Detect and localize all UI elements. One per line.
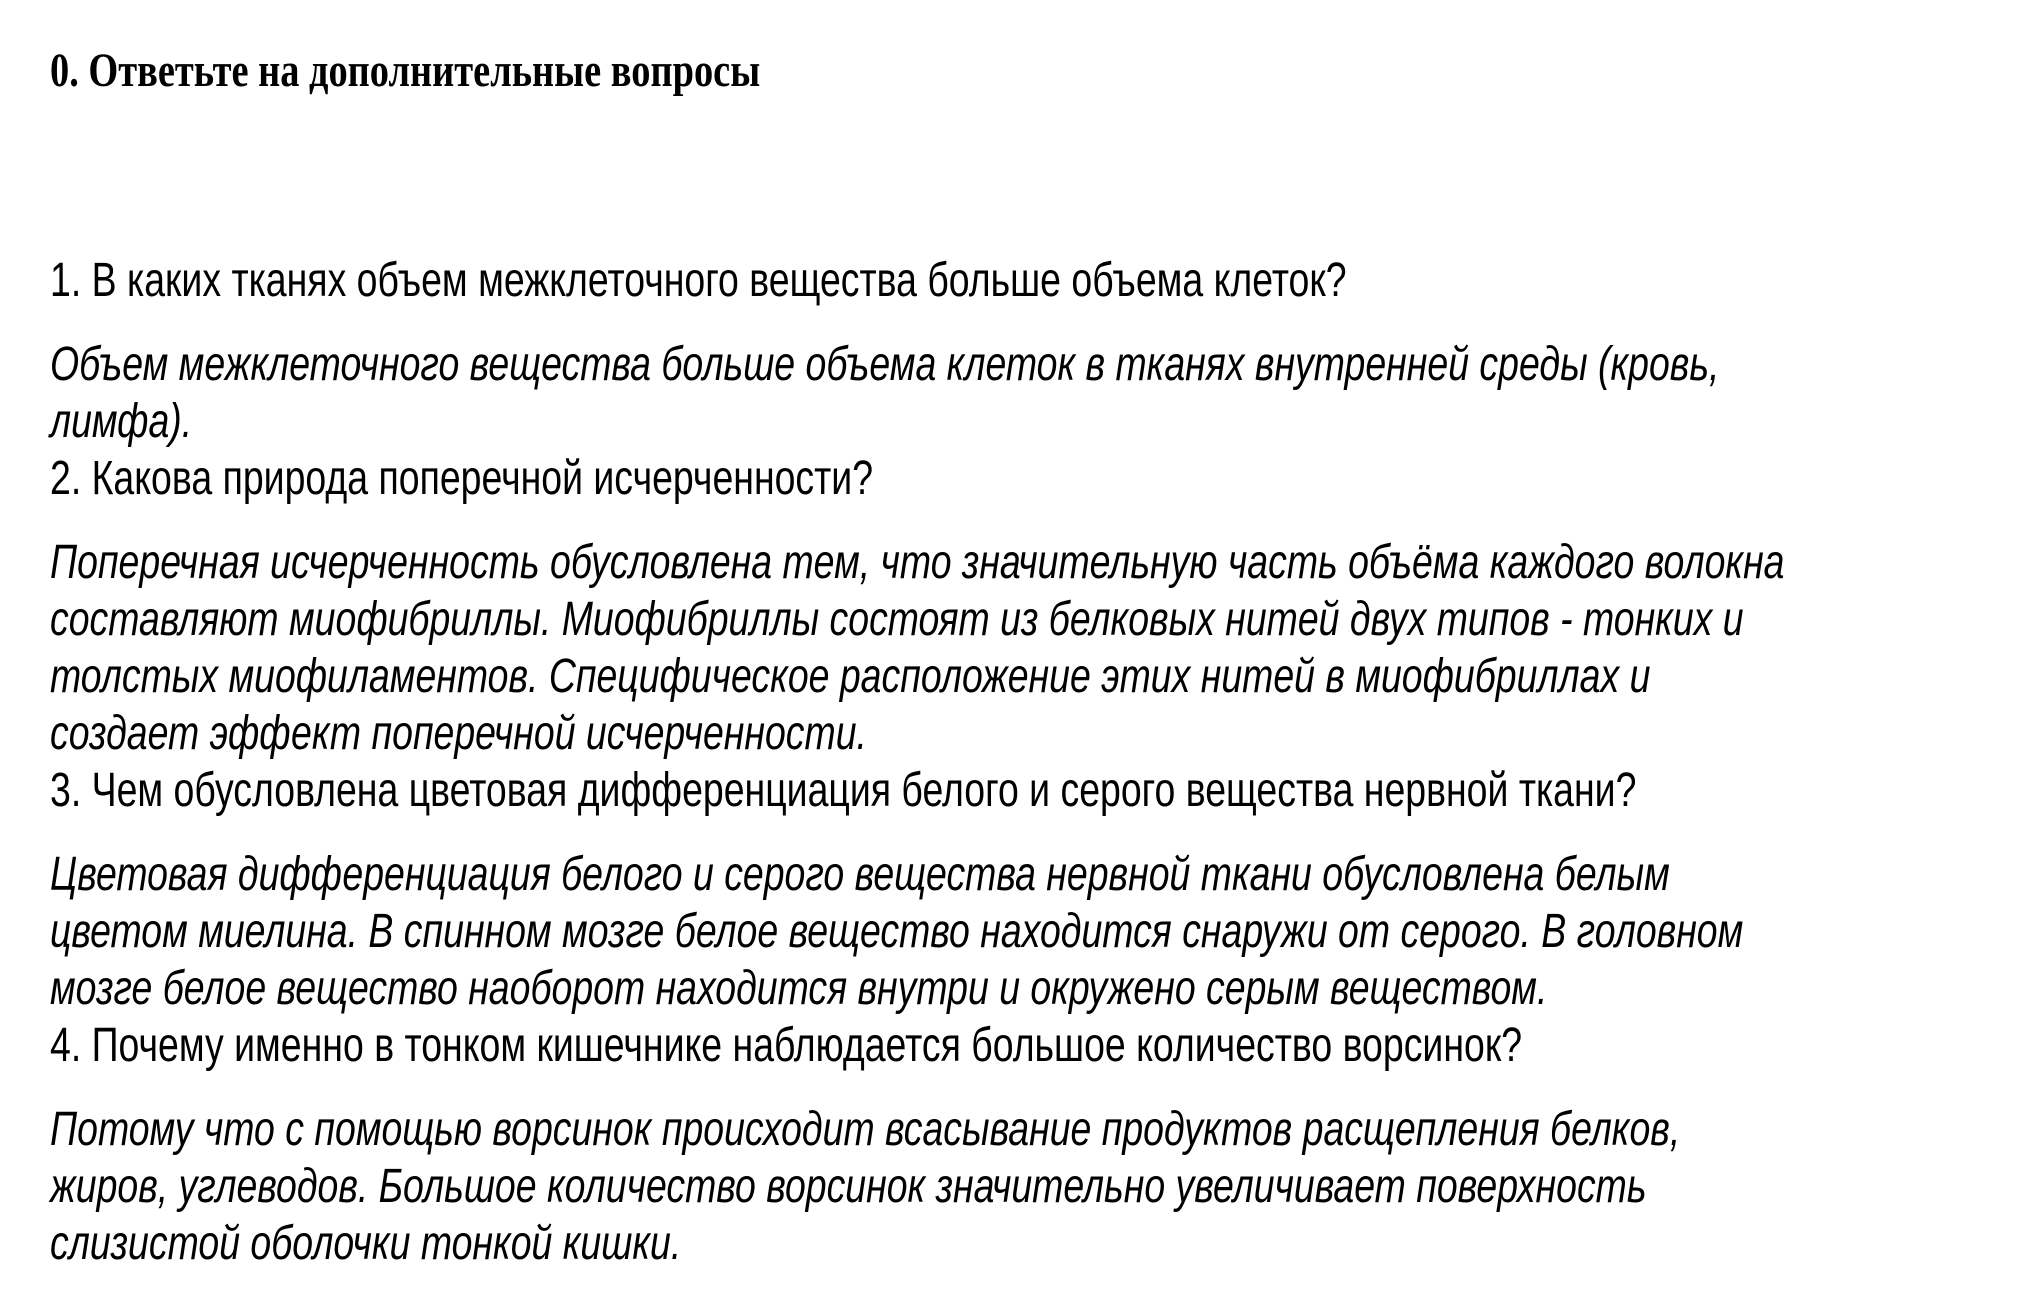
answer-4-line-3: слизистой оболочки тонкой кишки.: [50, 1217, 682, 1270]
answer-4-line-2: жиров, углеводов. Большое количество ворсинок значительно увеличивает поверхность: [50, 1160, 1647, 1213]
answer-3-line-3: мозге белое вещество наоборот находится внутри и окружено серым веществом.: [50, 962, 1548, 1015]
question-1: 1. В каких тканях объем межклеточного вещества больше объема клеток?: [50, 254, 1347, 307]
qa-block-3: [50, 762, 2038, 1017]
qa-block-1: [50, 252, 2038, 450]
question-4: 4. Почему именно в тонком кишечнике наблюдается большое количество ворсинок?: [50, 1019, 1523, 1072]
answer-2-line-1: Поперечная исчерченность обусловлена тем, что значительную часть объёма каждого волокна: [50, 536, 1785, 589]
question-3: 3. Чем обусловлена цветовая дифференциация белого и серого вещества нервной ткани?: [50, 764, 1637, 817]
answer-1-line-1: Объем межклеточного вещества больше объема клеток в тканях внутренней среды (кровь,: [50, 338, 1720, 391]
answer-3-line-2: цветом миелина. В спинном мозге белое вещество находится снаружи от серого. В головном: [50, 905, 1744, 958]
answer-4-line-1: Потому что с помощью ворсинок происходит всасывание продуктов расщепления белков,: [50, 1103, 1681, 1156]
question-2: 2. Какова природа поперечной исчерченности?: [50, 452, 874, 505]
answer-3-line-1: Цветовая дифференциация белого и серого вещества нервной ткани обусловлена белым: [50, 848, 1670, 901]
document-heading: 0. Ответьте на дополнительные вопросы: [50, 44, 761, 97]
answer-2-line-3: толстых миофиламентов. Специфическое расположение этих нитей в миофибриллах и: [50, 650, 1651, 703]
answer-2-line-2: составляют миофибриллы. Миофибриллы состоят из белковых нитей двух типов - тонких и: [50, 593, 1744, 646]
answer-2-line-4: создает эффект поперечной исчерченности.: [50, 707, 867, 760]
answer-1-line-2: лимфа).: [50, 395, 193, 448]
qa-block-2: [50, 450, 2038, 762]
qa-block-4: [50, 1017, 2038, 1272]
